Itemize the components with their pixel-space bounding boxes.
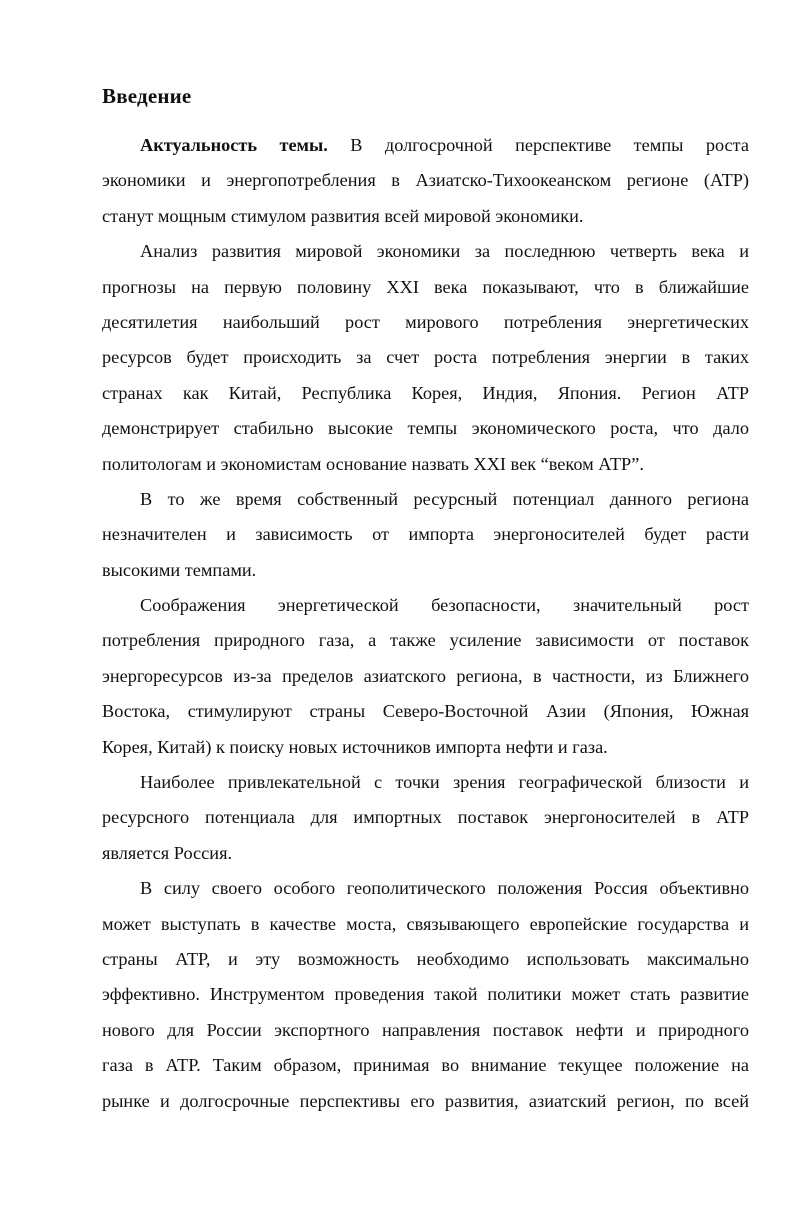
text-line: странах как Китай, Республика Корея, Индия, Япония. Регион АТР (102, 382, 749, 403)
paragraph-relevance (102, 128, 749, 234)
text-line: Анализ развития мировой экономики за последнюю четверть века и (140, 241, 749, 262)
text-line: ресурсного потенциала для импортных поставок энергоносителей в АТР (102, 807, 749, 828)
text-line: может выступать в качестве моста, связывающего европейские государства и (102, 913, 749, 934)
section-heading: Введение (102, 84, 192, 108)
text-line: прогнозы на первую половину XXI века показывают, что в ближайшие (102, 276, 749, 297)
text-line: политологам и экономистам основание назвать XXI век “веком АТР”. (102, 453, 644, 474)
text-line: станут мощным стимулом развития всей мировой экономики. (102, 205, 584, 226)
text-line: ресурсов будет происходить за счет роста потребления энергии в таких (102, 347, 749, 368)
text-line: рынке и долгосрочные перспективы его развития, азиатский регион, по всей (102, 1090, 749, 1111)
text-line: страны АТР, и эту возможность необходимо использовать максимально (102, 948, 749, 969)
text-line: эффективно. Инструментом проведения такой политики может стать развитие (102, 984, 749, 1005)
text-line: Наиболее привлекательной с точки зрения географической близости и (140, 772, 749, 793)
paragraph-geopolitics (102, 871, 749, 1119)
text-line: Актуальность темы. В долгосрочной перспективе темпы роста (140, 135, 749, 155)
text-line: экономики и энергопотребления в Азиатско-Тихоокеанском регионе (АТР) (102, 170, 749, 191)
text-line: энергоресурсов из-за пределов азиатского региона, в частности, из Ближнего (102, 665, 749, 686)
text-line: Соображения энергетической безопасности, значительный рост (140, 595, 749, 616)
text-line: демонстрирует стабильно высокие темпы экономического роста, что дало (102, 418, 749, 439)
text-line: является Россия. (102, 842, 233, 863)
text-line: Востока, стимулируют страны Северо-Восточной Азии (Япония, Южная (102, 701, 749, 722)
lead-phrase: Актуальность темы. (140, 135, 328, 155)
text-line: десятилетия наибольший рост мирового потребления энергетических (102, 311, 749, 332)
text-line: незначителен и зависимость от импорта энергоносителей будет расти (102, 524, 749, 545)
text-line: Корея, Китай) к поиску новых источников импорта нефти и газа. (102, 736, 608, 757)
text-line: В силу своего особого геополитического положения Россия объективно (140, 878, 749, 899)
text-line: нового для России экспортного направления поставок нефти и природного (102, 1019, 749, 1040)
text-line: потребления природного газа, а также усиление зависимости от поставок (102, 630, 749, 651)
body-text (102, 128, 749, 1119)
text-line: В то же время собственный ресурсный потенциал данного региона (140, 488, 749, 509)
paragraph-analysis (102, 234, 749, 482)
paragraph-energy-security (102, 588, 749, 765)
text-line: газа в АТР. Таким образом, принимая во внимание текущее положение на (102, 1055, 749, 1076)
paragraph-resource-potential (102, 482, 749, 588)
text-line: высокими темпами. (102, 559, 257, 580)
paragraph-russia-attractive (102, 765, 749, 871)
